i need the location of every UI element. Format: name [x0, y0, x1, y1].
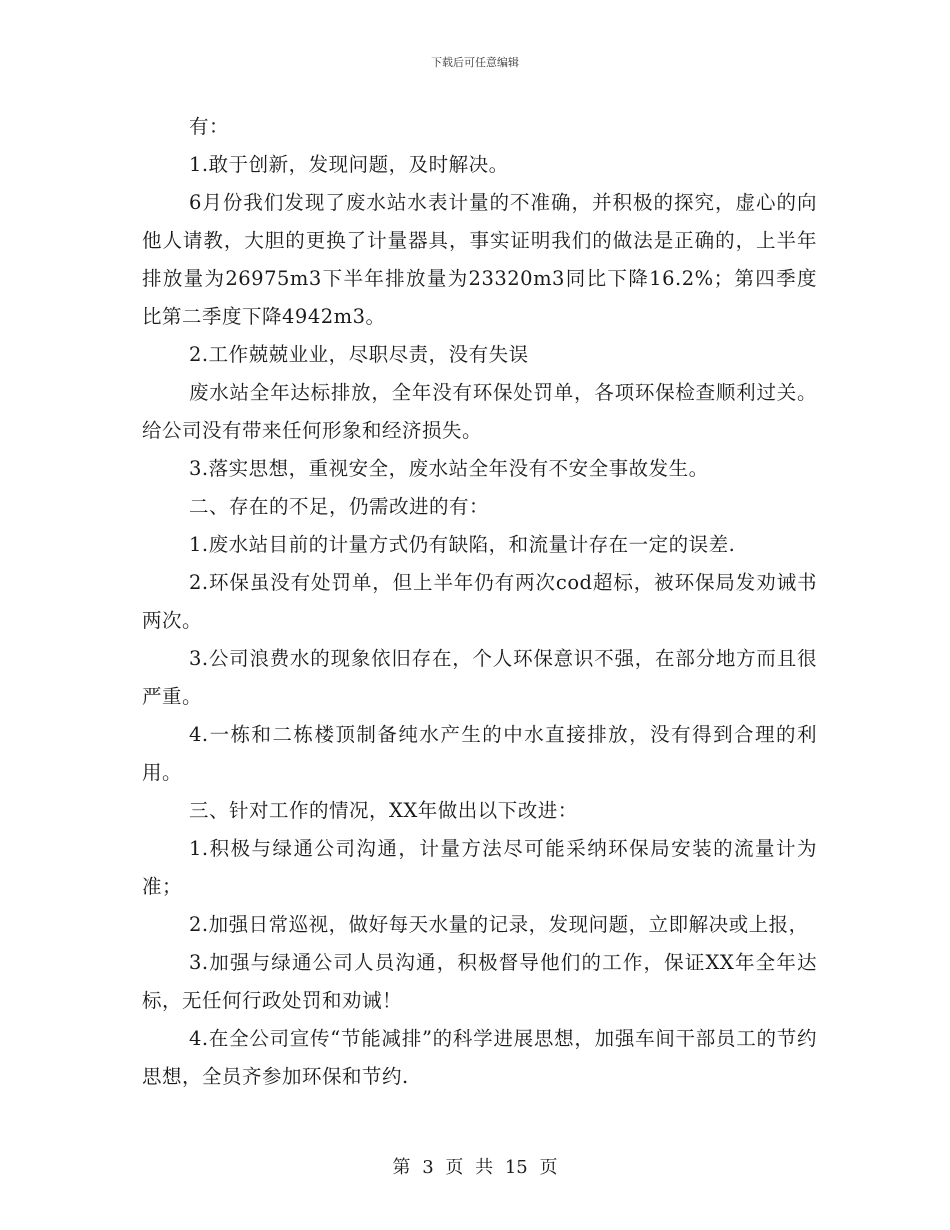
paragraph: 3.公司浪费水的现象依旧存在，个人环保意识不强，在部分地方而且很严重。	[142, 647, 817, 708]
paragraph: 2.环保虽没有处罚单，但上半年仍有两次cod超标，被环保局发劝诫书两次。	[142, 571, 817, 632]
paragraph: 6月份我们发现了废水站水表计量的不准确，并积极的探究，虚心的向他人请教，大胆的更换了计量器具，事实证明我们的做法是正确的，上半年排放量为26975m3下半年排放量为23320m3同比下降16.2%；第四季度比第二季度下降4942m3。	[142, 191, 817, 328]
paragraph: 1.积极与绿通公司沟通，计量方法尽可能采纳环保局安装的流量计为准；	[142, 837, 817, 898]
header-note: 下载后可任意编辑	[431, 56, 519, 69]
paragraph: 2.加强日常巡视，做好每天水量的记录，发现问题，立即解决或上报，	[189, 913, 809, 936]
paragraph: 有：	[189, 115, 230, 138]
paragraph: 4.一栋和二栋楼顶制备纯水产生的中水直接排放，没有得到合理的利用。	[142, 723, 817, 784]
paragraph: 1.废水站目前的计量方式仍有缺陷，和流量计存在一定的误差.	[189, 533, 736, 556]
section-heading: 二、存在的不足，仍需改进的有：	[189, 495, 490, 518]
paragraph: 1.敢于创新，发现问题，及时解决。	[189, 153, 509, 176]
paragraph: 3.落实思想，重视安全，废水站全年没有不安全事故发生。	[189, 457, 709, 480]
document-body	[142, 108, 817, 1096]
paragraph: 2.工作兢兢业业，尽职尽责，没有失误	[189, 343, 529, 366]
paragraph: 3.加强与绿通公司人员沟通，积极督导他们的工作，保证XX年全年达标，无任何行政处罚和劝诫！	[142, 951, 817, 1012]
paragraph: 废水站全年达标排放，全年没有环保处罚单，各项环保检查顺利过关。给公司没有带来任何形象和经济损失。	[142, 381, 817, 442]
page-number-footer: 第 3 页 共 15 页	[392, 1157, 558, 1178]
paragraph: 4.在全公司宣传“节能减排”的科学进展思想，加强车间干部员工的节约思想，全员齐参加环保和节约.	[142, 1027, 817, 1088]
section-heading: 三、针对工作的情况，XX年做出以下改进：	[189, 799, 578, 822]
